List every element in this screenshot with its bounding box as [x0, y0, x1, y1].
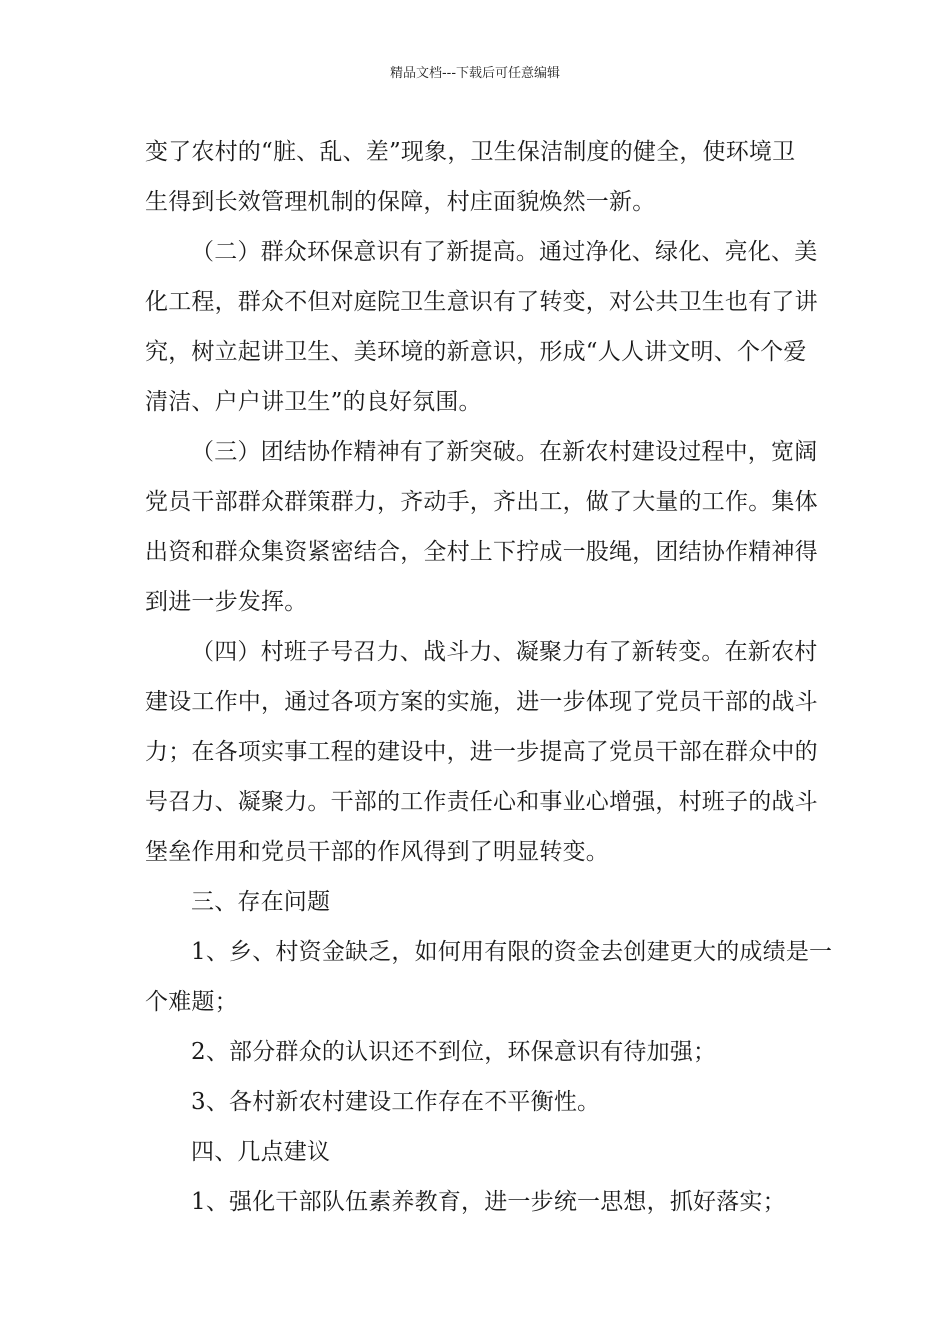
text-line: 党员干部群众群策群力，齐动手，齐出工，做了大量的工作。集体 — [145, 489, 818, 515]
text-line: 究，树立起讲卫生、美环境的新意识，形成“人人讲文明、个个爱 — [145, 339, 807, 365]
text-line: 清洁、户户讲卫生”的良好氛围。 — [145, 389, 482, 415]
text-line: 生得到长效管理机制的保障，村庄面貌焕然一新。 — [145, 189, 656, 215]
section-heading: 三、存在问题 — [191, 889, 331, 915]
text-line: 力；在各项实事工程的建设中，进一步提高了党员干部在群众中的 — [145, 739, 818, 765]
text-line: 号召力、凝聚力。干部的工作责任心和事业心增强，村班子的战斗 — [145, 789, 818, 815]
text-line: 化工程，群众不但对庭院卫生意识有了转变，对公共卫生也有了讲 — [145, 289, 818, 315]
document-body — [145, 132, 833, 1232]
list-item: 1、强化干部队伍素养教育，进一步统一思想，抓好落实； — [191, 1189, 786, 1215]
text-line: 到进一步发挥。 — [145, 589, 308, 615]
list-item: 2、部分群众的认识还不到位，环保意识有待加强； — [191, 1039, 717, 1065]
text-line: 建设工作中，通过各项方案的实施，进一步体现了党员干部的战斗 — [145, 689, 818, 715]
list-item: 3、各村新农村建设工作存在不平衡性。 — [191, 1089, 601, 1115]
list-item: 1、乡、村资金缺乏，如何用有限的资金去创建更大的成绩是一 — [191, 939, 833, 965]
paragraph-start: （三）团结协作精神有了新突破。在新农村建设过程中，宽阔 — [191, 439, 818, 465]
text-line: 堡垒作用和党员干部的作风得到了明显转变。 — [145, 839, 609, 865]
text-line: 变了农村的“脏、乱、差”现象，卫生保洁制度的健全，使环境卫 — [145, 139, 796, 165]
text-line: 个难题； — [145, 989, 238, 1015]
paragraph-start: （四）村班子号召力、战斗力、凝聚力有了新转变。在新农村 — [191, 639, 818, 665]
page-header: 精品文档---下载后可任意编辑 — [389, 66, 561, 81]
paragraph-start: （二）群众环保意识有了新提高。通过净化、绿化、亮化、美 — [191, 239, 818, 265]
section-heading: 四、几点建议 — [191, 1139, 331, 1165]
text-line: 出资和群众集资紧密结合，全村上下拧成一股绳，团结协作精神得 — [145, 539, 818, 565]
